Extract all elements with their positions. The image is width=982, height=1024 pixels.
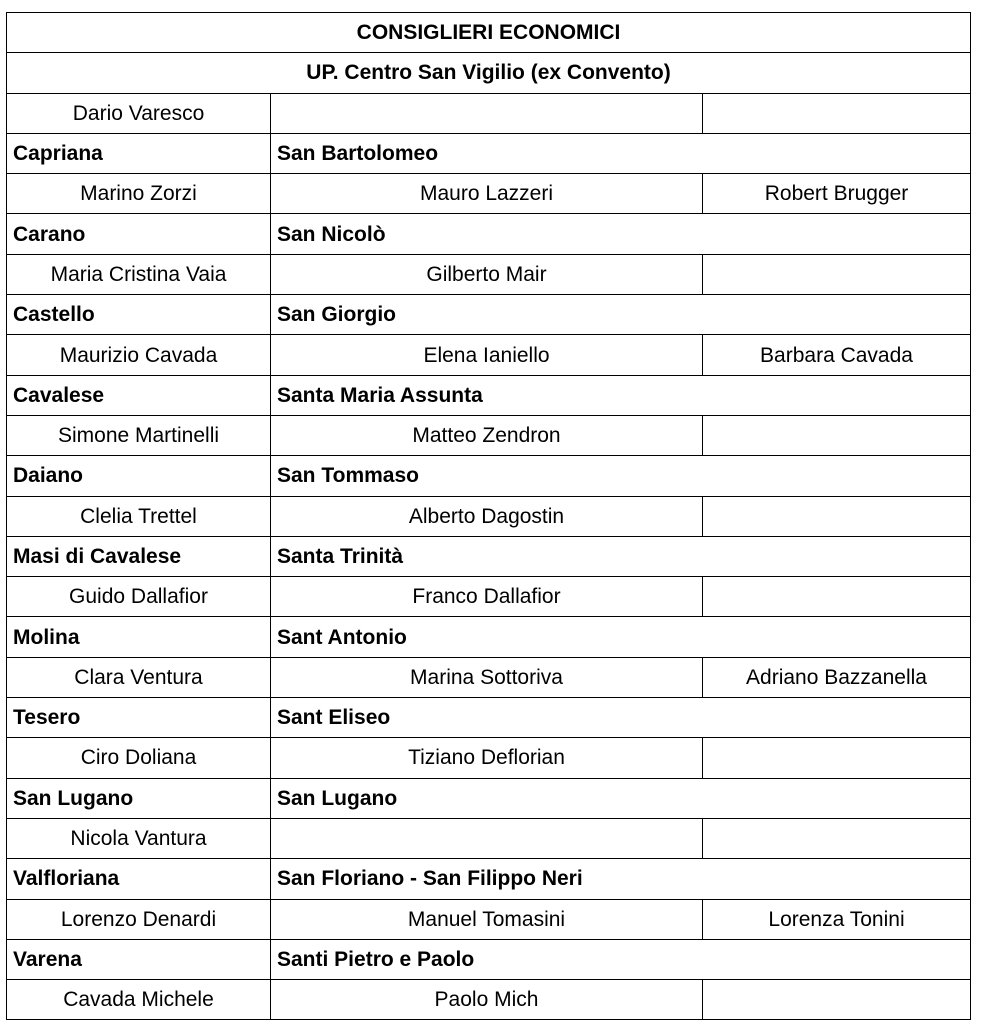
- group-header-row: [7, 375, 971, 415]
- place-name: Cavalese: [7, 375, 271, 415]
- member-cell: Lorenza Tonini: [703, 899, 971, 939]
- empty-cell: [703, 617, 971, 657]
- empty-cell: [703, 133, 971, 173]
- group-header-row: [7, 295, 971, 335]
- member-cell: [703, 738, 971, 778]
- empty-cell: [703, 536, 971, 576]
- member-cell: Clara Ventura: [7, 657, 271, 697]
- title-row: [7, 13, 971, 53]
- group-header-row: [7, 939, 971, 979]
- empty-cell: [703, 778, 971, 818]
- empty-cell: [703, 859, 971, 899]
- member-cell: Maria Cristina Vaia: [7, 254, 271, 294]
- place-name: Carano: [7, 214, 271, 254]
- table-title: CONSIGLIERI ECONOMICI: [7, 13, 971, 53]
- place-name: San Lugano: [7, 778, 271, 818]
- member-cell: Elena Ianiello: [271, 335, 703, 375]
- empty-cell: [703, 375, 971, 415]
- first-member-row: [7, 93, 971, 133]
- member-cell: Alberto Dagostin: [271, 496, 703, 536]
- place-name: Molina: [7, 617, 271, 657]
- member-cell: [703, 254, 971, 294]
- parish-name: San Lugano: [271, 778, 703, 818]
- member-cell: [703, 496, 971, 536]
- member-cell: [703, 415, 971, 455]
- member-cell: Manuel Tomasini: [271, 899, 703, 939]
- parish-name: San Bartolomeo: [271, 133, 703, 173]
- member-row: [7, 980, 971, 1020]
- member-cell: Clelia Trettel: [7, 496, 271, 536]
- parish-name: San Nicolò: [271, 214, 703, 254]
- group-header-row: [7, 214, 971, 254]
- council-table: [6, 12, 971, 1020]
- empty-cell: [703, 456, 971, 496]
- member-row: [7, 415, 971, 455]
- member-cell: Marina Sottoriva: [271, 657, 703, 697]
- group-header-row: [7, 133, 971, 173]
- member-row: [7, 254, 971, 294]
- member-cell: [703, 93, 971, 133]
- table-subtitle: UP. Centro San Vigilio (ex Convento): [7, 53, 971, 93]
- member-cell: Gilberto Mair: [271, 254, 703, 294]
- place-name: Daiano: [7, 456, 271, 496]
- parish-name: Santa Maria Assunta: [271, 375, 703, 415]
- member-row: [7, 577, 971, 617]
- member-cell: Lorenzo Denardi: [7, 899, 271, 939]
- parish-name: Santi Pietro e Paolo: [271, 939, 703, 979]
- council-table-body: [7, 13, 971, 1020]
- parish-name: San Giorgio: [271, 295, 703, 335]
- member-cell: Robert Brugger: [703, 174, 971, 214]
- place-name: Tesero: [7, 698, 271, 738]
- member-cell: Tiziano Deflorian: [271, 738, 703, 778]
- empty-cell: [703, 939, 971, 979]
- member-cell: Marino Zorzi: [7, 174, 271, 214]
- empty-cell: [703, 214, 971, 254]
- member-cell: [703, 980, 971, 1020]
- parish-name: San Tommaso: [271, 456, 703, 496]
- member-cell: Dario Varesco: [7, 93, 271, 133]
- member-row: [7, 335, 971, 375]
- member-row: [7, 174, 971, 214]
- empty-cell: [703, 698, 971, 738]
- member-cell: Maurizio Cavada: [7, 335, 271, 375]
- parish-name: San Floriano - San Filippo Neri: [271, 859, 703, 899]
- member-cell: Matteo Zendron: [271, 415, 703, 455]
- member-cell: Cavada Michele: [7, 980, 271, 1020]
- member-row: [7, 818, 971, 858]
- group-header-row: [7, 536, 971, 576]
- member-cell: [703, 818, 971, 858]
- group-header-row: [7, 778, 971, 818]
- parish-name: Santa Trinità: [271, 536, 703, 576]
- member-row: [7, 899, 971, 939]
- member-cell: Guido Dallafior: [7, 577, 271, 617]
- member-row: [7, 496, 971, 536]
- member-cell: Paolo Mich: [271, 980, 703, 1020]
- place-name: Capriana: [7, 133, 271, 173]
- member-cell: Nicola Vantura: [7, 818, 271, 858]
- group-header-row: [7, 617, 971, 657]
- member-cell: [271, 818, 703, 858]
- member-cell: Barbara Cavada: [703, 335, 971, 375]
- place-name: Valfloriana: [7, 859, 271, 899]
- member-cell: Franco Dallafior: [271, 577, 703, 617]
- parish-name: Sant Antonio: [271, 617, 703, 657]
- member-cell: [271, 93, 703, 133]
- member-row: [7, 738, 971, 778]
- group-header-row: [7, 859, 971, 899]
- place-name: Castello: [7, 295, 271, 335]
- parish-name: Sant Eliseo: [271, 698, 703, 738]
- empty-cell: [703, 295, 971, 335]
- group-header-row: [7, 698, 971, 738]
- member-row: [7, 657, 971, 697]
- member-cell: Mauro Lazzeri: [271, 174, 703, 214]
- place-name: Varena: [7, 939, 271, 979]
- member-cell: Simone Martinelli: [7, 415, 271, 455]
- place-name: Masi di Cavalese: [7, 536, 271, 576]
- group-header-row: [7, 456, 971, 496]
- member-cell: Ciro Doliana: [7, 738, 271, 778]
- member-cell: Adriano Bazzanella: [703, 657, 971, 697]
- subtitle-row: [7, 53, 971, 93]
- member-cell: [703, 577, 971, 617]
